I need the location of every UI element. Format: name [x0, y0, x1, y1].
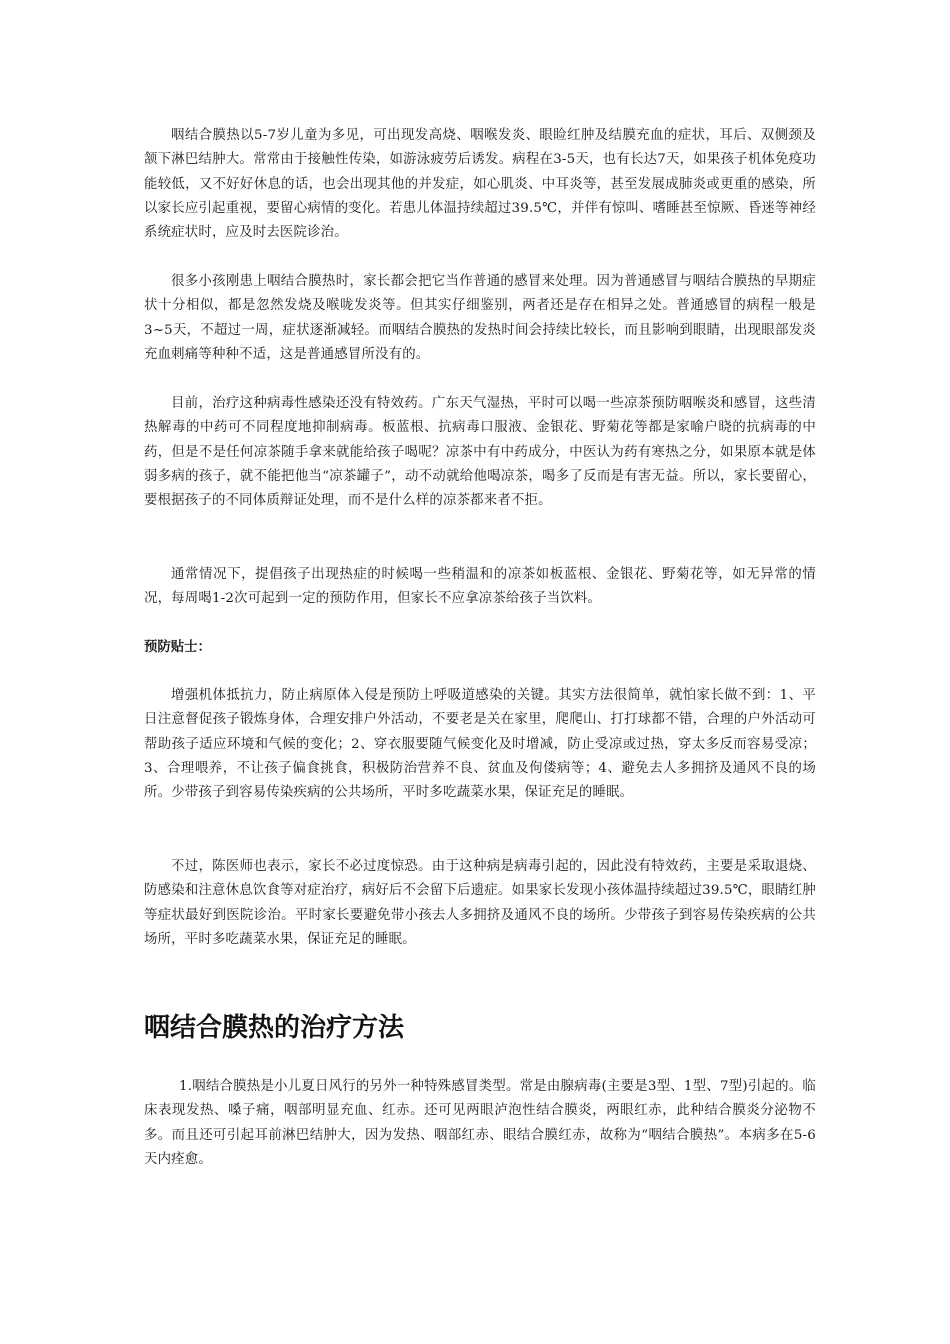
intro-paragraph: 咽结合膜热以5-7岁儿童为多见，可出现发高烧、咽喉发炎、眼睑红肿及结膜充血的症状，耳后、双侧颈及颔下淋巴结肿大。常常由于接触性传染，如游泳疲劳后诱发。病程在3-5天，也有长达7天，如果孩子机体免疫功能较低，又不好好休息的话，也会出现其他的并发症，如心肌炎、中耳炎等，甚至发展成肺炎或更重的感染，所以家长应引起重视，要留心病情的变化。若患儿体温持续超过39.5℃，并伴有惊叫、嗜睡甚至惊厥、昏迷等神经系统症状时，应及时去医院诊治。 — [144, 128, 816, 241]
treatment-section-title: 咽结合膜热的治疗方法 — [144, 1013, 405, 1043]
treatment-paragraph: 1.咽结合膜热是小儿夏日风行的另外一种特殊感冒类型。常是由腺病毒(主要是3型、1型、7型)引起的。临床表现发热、嗓子痛，咽部明显充血、红赤。还可见两眼泸泡性结合膜炎，两眼红赤，此种结合膜炎分泌物不多。而且还可引起耳前淋巴结肿大，因为发热、咽部红赤、眼结合膜红赤，故称为“咽结合膜热”。本病多在5-6天内痊愈。 — [144, 1079, 816, 1167]
prevention-tips-paragraph: 增强机体抵抗力，防止病原体入侵是预防上呼吸道感染的关键。其实方法很简单，就怕家长做不到：1、平日注意督促孩子锻炼身体，合理安排户外活动，不要老是关在家里，爬爬山、打打球都不错，合理的户外活动可帮助孩子适应环境和气候的变化；2、穿衣服要随气候变化及时增减，防止受凉或过热，穿太多反而容易受凉；3、合理喂养，不让孩子偏食挑食，积极防治营养不良、贫血及佝偻病等；4、避免去人多拥挤及通风不良的场所。少带孩子到容易传染疾病的公共场所，平时多吃蔬菜水果，保证充足的睡眠。 — [144, 688, 816, 801]
prevention-tips-heading: 预防贴士： — [144, 640, 211, 655]
usual-case-paragraph: 通常情况下，提倡孩子出现热症的时候喝一些稍温和的凉茶如板蓝根、金银花、野菊花等，如无异常的情况，每周喝1-2次可起到一定的预防作用，但家长不应拿凉茶给孩子当饮料。 — [144, 567, 816, 607]
cold-comparison-paragraph: 很多小孩刚患上咽结合膜热时，家长都会把它当作普通的感冒来处理。因为普通感冒与咽结合膜热的早期症状十分相似，都是忽然发烧及喉咙发炎等。但其实仔细鉴别，两者还是存在相异之处。普通感冒的病程一般是3~5天，不超过一周，症状逐渐减轻。而咽结合膜热的发热时间会持续比较长，而且影响到眼睛，出现眼部发炎充血刺痛等种种不适，这是普通感冒所没有的。 — [144, 274, 816, 362]
herbal-tea-paragraph: 目前，治疗这种病毒性感染还没有特效药。广东天气湿热，平时可以喝一些凉茶预防咽喉炎和感冒，这些清热解毒的中药可不同程度地抑制病毒。板蓝根、抗病毒口服液、金银花、野菊花等都是家喻户晓的抗病毒的中药，但是不是任何凉茶随手拿来就能给孩子喝呢？凉茶中有中药成分，中医认为药有寒热之分，如果原本就是体弱多病的孩子，就不能把他当“凉茶罐子”，动不动就给他喝凉茶，喝多了反而是有害无益。所以，家长要留心，要根据孩子的不同体质辩证处理，而不是什么样的凉茶都来者不拒。 — [144, 396, 816, 509]
doctor-advice-paragraph: 不过，陈医师也表示，家长不必过度惊恐。由于这种病是病毒引起的，因此没有特效药，主要是采取退烧、防感染和注意休息饮食等对症治疗，病好后不会留下后遗症。如果家长发现小孩体温持续超过39.5℃，眼睛红肿等症状最好到医院诊治。平时家长要避免带小孩去人多拥挤及通风不良的场所。少带孩子到容易传染疾病的公共场所，平时多吃蔬菜水果，保证充足的睡眠。 — [144, 859, 816, 947]
